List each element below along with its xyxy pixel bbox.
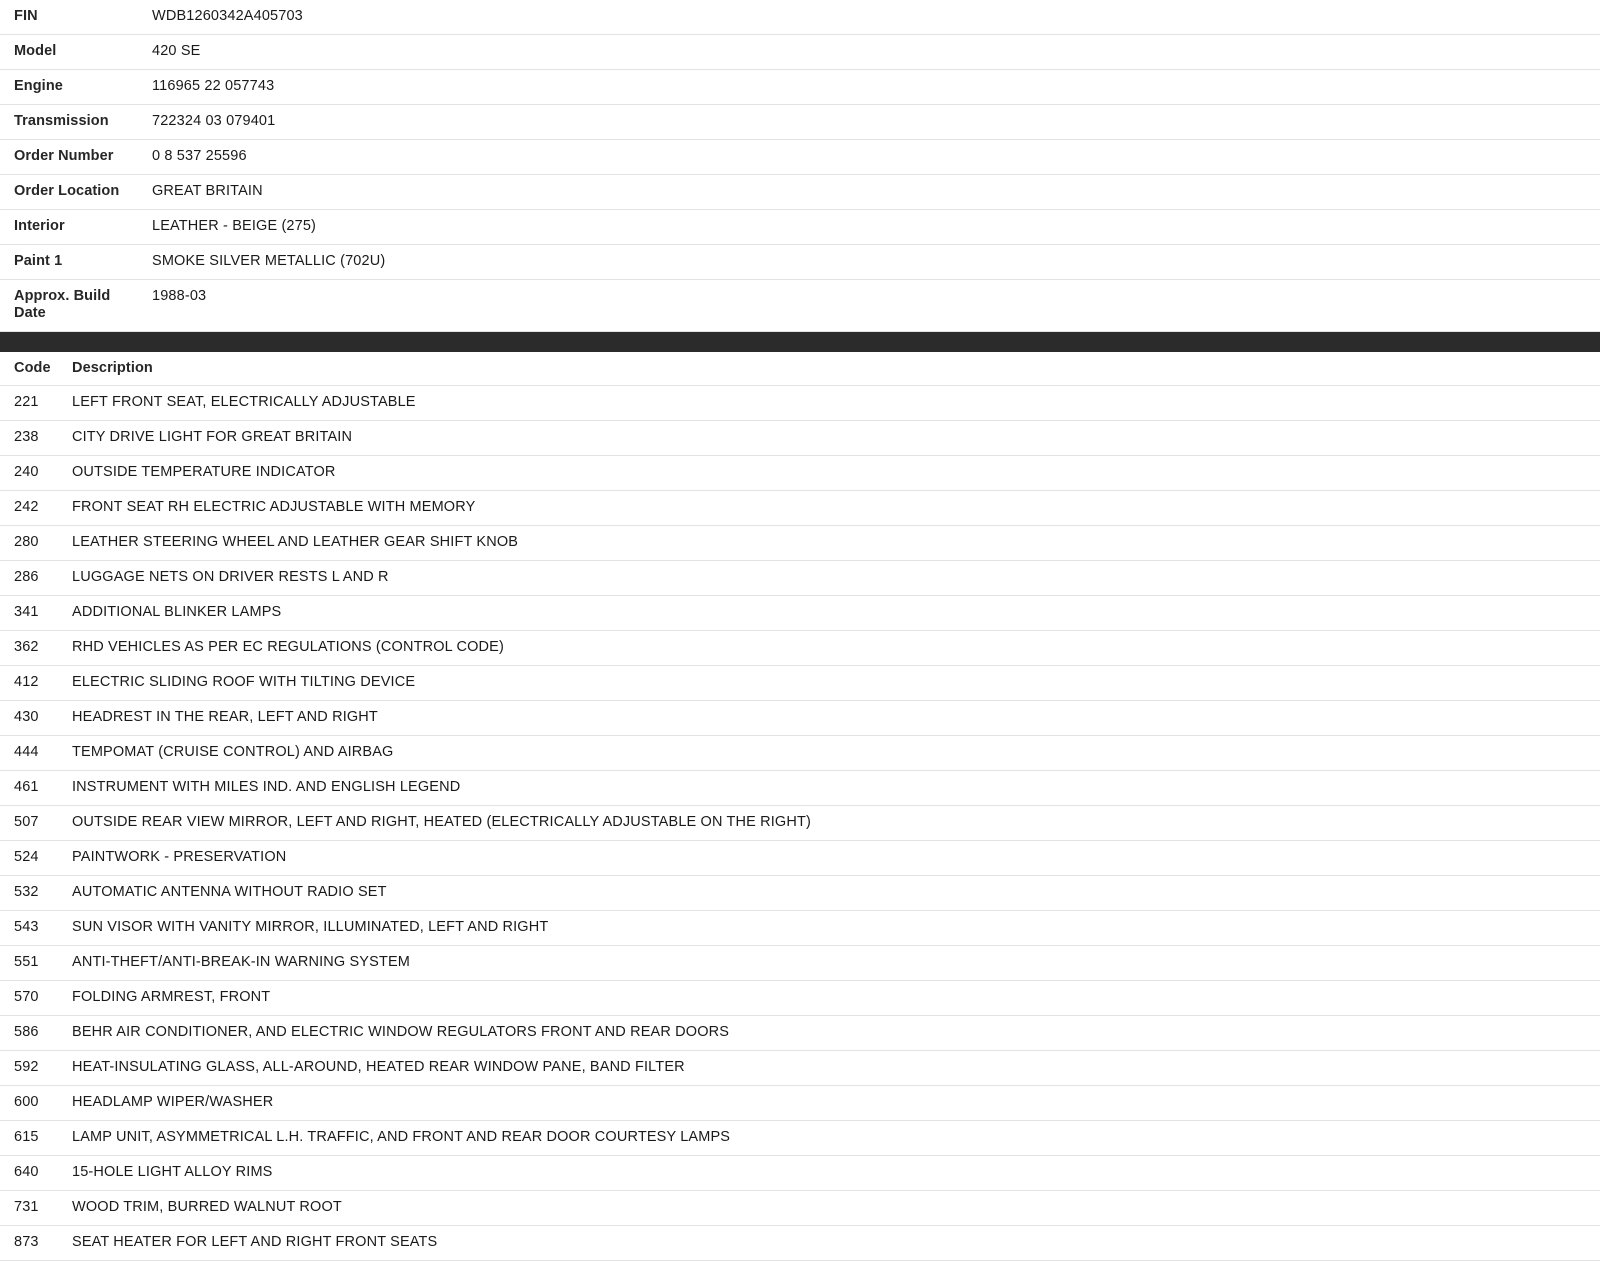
table-row <box>0 1051 1600 1086</box>
option-description-cell: BEHR AIR CONDITIONER, AND ELECTRIC WINDOW REGULATORS FRONT AND REAR DOORS <box>72 1024 730 1040</box>
table-row <box>0 1086 1600 1121</box>
table-row <box>0 456 1600 491</box>
vehicle-detail-value: LEATHER - BEIGE (275) <box>152 218 317 234</box>
vehicle-detail-label: Order Location <box>14 183 120 199</box>
vehicle-detail-row <box>0 105 1600 140</box>
option-code-cell: 570 <box>14 989 39 1005</box>
table-row <box>0 1016 1600 1051</box>
option-code-cell: 430 <box>14 709 39 725</box>
vehicle-detail-label: Engine <box>14 78 63 94</box>
option-description-cell: HEADREST IN THE REAR, LEFT AND RIGHT <box>72 709 378 725</box>
vehicle-detail-row <box>0 210 1600 245</box>
option-code-cell: 586 <box>14 1024 39 1040</box>
column-header-code: Code <box>14 360 51 376</box>
vehicle-detail-value: WDB1260342A405703 <box>152 8 303 24</box>
vehicle-detail-value: 1988-03 <box>152 288 207 304</box>
table-row <box>0 561 1600 596</box>
vehicle-detail-label: Transmission <box>14 113 109 129</box>
vehicle-detail-value: 722324 03 079401 <box>152 113 276 129</box>
option-code-cell: 532 <box>14 884 39 900</box>
option-code-cell: 592 <box>14 1059 39 1075</box>
option-description-cell: AUTOMATIC ANTENNA WITHOUT RADIO SET <box>72 884 387 900</box>
option-description-cell: LEFT FRONT SEAT, ELECTRICALLY ADJUSTABLE <box>72 394 416 410</box>
vehicle-detail-row <box>0 0 1600 35</box>
option-description-cell: SUN VISOR WITH VANITY MIRROR, ILLUMINATED, LEFT AND RIGHT <box>72 919 549 935</box>
vehicle-detail-row <box>0 245 1600 280</box>
table-row <box>0 386 1600 421</box>
option-codes-body <box>0 386 1600 1261</box>
option-code-cell: 280 <box>14 534 39 550</box>
option-code-cell: 362 <box>14 639 39 655</box>
table-row <box>0 981 1600 1016</box>
vehicle-detail-label: Interior <box>14 218 65 234</box>
option-description-cell: SEAT HEATER FOR LEFT AND RIGHT FRONT SEATS <box>72 1234 438 1250</box>
option-codes-header <box>0 352 1600 386</box>
table-row <box>0 1226 1600 1261</box>
option-code-cell: 461 <box>14 779 39 795</box>
option-code-cell: 615 <box>14 1129 39 1145</box>
table-row <box>0 911 1600 946</box>
option-description-cell: WOOD TRIM, BURRED WALNUT ROOT <box>72 1199 342 1215</box>
section-separator-band <box>0 332 1600 352</box>
option-code-cell: 600 <box>14 1094 39 1110</box>
table-row <box>0 1121 1600 1156</box>
option-description-cell: LAMP UNIT, ASYMMETRICAL L.H. TRAFFIC, AND FRONT AND REAR DOOR COURTESY LAMPS <box>72 1129 731 1145</box>
option-code-cell: 543 <box>14 919 39 935</box>
option-code-cell: 640 <box>14 1164 39 1180</box>
option-description-cell: ELECTRIC SLIDING ROOF WITH TILTING DEVICE <box>72 674 416 690</box>
option-code-cell: 731 <box>14 1199 39 1215</box>
option-description-cell: FOLDING ARMREST, FRONT <box>72 989 271 1005</box>
option-code-cell: 238 <box>14 429 39 445</box>
option-codes-header-row <box>0 352 1600 386</box>
vehicle-detail-label: FIN <box>14 8 38 24</box>
option-description-cell: OUTSIDE REAR VIEW MIRROR, LEFT AND RIGHT, HEATED (ELECTRICALLY ADJUSTABLE ON THE RIGHT) <box>72 814 811 830</box>
vehicle-detail-value: 116965 22 057743 <box>152 78 275 94</box>
option-description-cell: FRONT SEAT RH ELECTRIC ADJUSTABLE WITH MEMORY <box>72 499 476 515</box>
table-row <box>0 526 1600 561</box>
vehicle-detail-row <box>0 175 1600 210</box>
option-description-cell: HEADLAMP WIPER/WASHER <box>72 1094 274 1110</box>
option-code-cell: 507 <box>14 814 39 830</box>
vehicle-detail-value: SMOKE SILVER METALLIC (702U) <box>152 253 386 269</box>
option-description-cell: TEMPOMAT (CRUISE CONTROL) AND AIRBAG <box>72 744 394 760</box>
table-row <box>0 491 1600 526</box>
vehicle-detail-label: Approx. Build Date <box>14 288 111 321</box>
option-description-cell: RHD VEHICLES AS PER EC REGULATIONS (CONTROL CODE) <box>72 639 504 655</box>
vehicle-detail-row <box>0 35 1600 70</box>
option-code-cell: 873 <box>14 1234 39 1250</box>
table-row <box>0 876 1600 911</box>
vehicle-detail-value: 0 8 537 25596 <box>152 148 247 164</box>
option-code-cell: 412 <box>14 674 39 690</box>
option-description-cell: INSTRUMENT WITH MILES IND. AND ENGLISH LEGEND <box>72 779 461 795</box>
vehicle-detail-row <box>0 70 1600 105</box>
table-row <box>0 631 1600 666</box>
option-code-cell: 286 <box>14 569 39 585</box>
table-row <box>0 421 1600 456</box>
table-row <box>0 666 1600 701</box>
table-row <box>0 1191 1600 1226</box>
vehicle-details-table <box>0 0 1600 332</box>
column-header-description: Description <box>72 360 153 376</box>
option-description-cell: LEATHER STEERING WHEEL AND LEATHER GEAR SHIFT KNOB <box>72 534 519 550</box>
table-row <box>0 806 1600 841</box>
vehicle-detail-row <box>0 280 1600 332</box>
option-code-cell: 341 <box>14 604 39 620</box>
vehicle-detail-row <box>0 140 1600 175</box>
vehicle-details-body <box>0 0 1600 332</box>
vehicle-detail-label: Paint 1 <box>14 253 63 269</box>
option-description-cell: ANTI-THEFT/ANTI-BREAK-IN WARNING SYSTEM <box>72 954 411 970</box>
vehicle-detail-label: Order Number <box>14 148 114 164</box>
option-description-cell: LUGGAGE NETS ON DRIVER RESTS L AND R <box>72 569 389 585</box>
option-code-cell: 551 <box>14 954 39 970</box>
table-row <box>0 1156 1600 1191</box>
vehicle-detail-value: GREAT BRITAIN <box>152 183 263 199</box>
vehicle-detail-label: Model <box>14 43 57 59</box>
option-code-cell: 242 <box>14 499 39 515</box>
table-row <box>0 701 1600 736</box>
vehicle-detail-value: 420 SE <box>152 43 201 59</box>
option-description-cell: HEAT-INSULATING GLASS, ALL-AROUND, HEATED REAR WINDOW PANE, BAND FILTER <box>72 1059 685 1075</box>
option-description-cell: OUTSIDE TEMPERATURE INDICATOR <box>72 464 336 480</box>
option-codes-table <box>0 352 1600 1261</box>
option-description-cell: ADDITIONAL BLINKER LAMPS <box>72 604 282 620</box>
table-row <box>0 841 1600 876</box>
option-code-cell: 524 <box>14 849 39 865</box>
option-code-cell: 444 <box>14 744 39 760</box>
option-code-cell: 240 <box>14 464 39 480</box>
option-description-cell: 15-HOLE LIGHT ALLOY RIMS <box>72 1164 273 1180</box>
option-description-cell: PAINTWORK - PRESERVATION <box>72 849 287 865</box>
option-description-cell: CITY DRIVE LIGHT FOR GREAT BRITAIN <box>72 429 353 445</box>
table-row <box>0 736 1600 771</box>
option-code-cell: 221 <box>14 394 39 410</box>
table-row <box>0 946 1600 981</box>
table-row <box>0 596 1600 631</box>
table-row <box>0 771 1600 806</box>
